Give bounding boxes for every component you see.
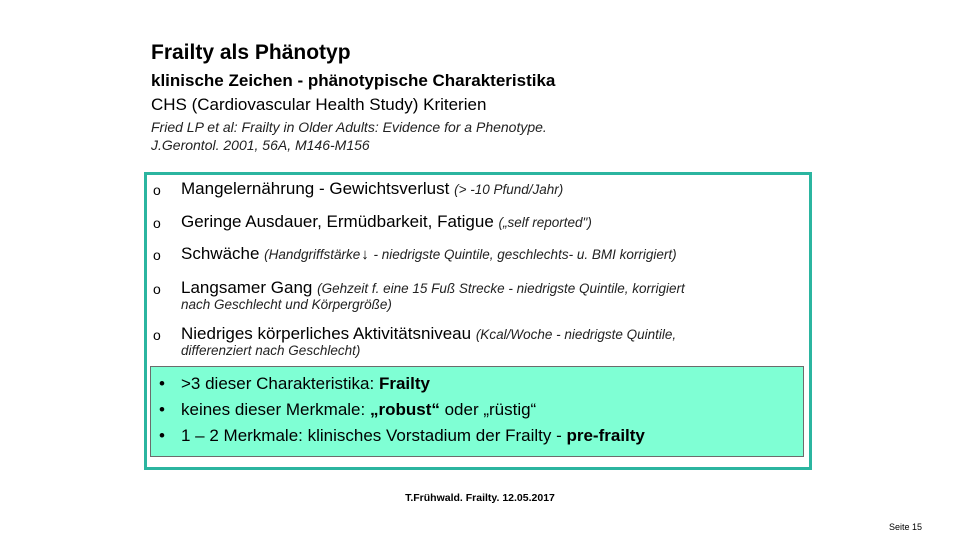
summary-item-frailty — [157, 371, 803, 397]
criterion-note-continued: nach Geschlecht und Körpergröße) — [181, 297, 392, 312]
criterion-low-activity — [151, 323, 801, 369]
criterion-note: (Gehzeit f. eine 15 Fuß Strecke - niedrigste Quintile, korrigiert — [317, 281, 685, 296]
summary-text: 1 – 2 Merkmale: klinisches Vorstadium der Frailty - — [181, 426, 567, 445]
summary-text: keines dieser Merkmale: — [181, 400, 370, 419]
criterion-bullet: o — [153, 247, 161, 263]
criterion-note-continued: differenziert nach Geschlecht) — [181, 343, 361, 358]
slide-subtitle-bold: klinische Zeichen - phänotypische Charakteristika — [151, 71, 556, 90]
criterion-bullet: o — [153, 182, 161, 198]
criterion-bullet: o — [153, 215, 161, 231]
criterion-note: (Kcal/Woche - niedrigste Quintile, — [475, 327, 677, 342]
summary-item-robust — [157, 397, 803, 423]
summary-bullet: • — [159, 374, 165, 393]
criterion-main: Schwäche — [181, 244, 265, 263]
criterion-malnutrition — [151, 178, 801, 211]
criteria-list — [151, 178, 801, 369]
criterion-main: Niedriges körperliches Aktivitätsniveau — [181, 324, 476, 343]
criterion-note: („self reported") — [498, 215, 592, 230]
summary-item-prefrailty — [157, 423, 803, 449]
summary-box — [150, 366, 804, 457]
criterion-slow-gait — [151, 277, 801, 323]
criterion-note: (> -10 Pfund/Jahr) — [454, 182, 564, 197]
criterion-bullet: o — [153, 281, 161, 297]
summary-text: >3 dieser Charakteristika: — [181, 374, 379, 393]
criterion-main: Mangelernährung - Gewichtsverlust — [181, 179, 455, 198]
summary-bold: „robust“ — [369, 400, 440, 419]
footer-credit: T.Frühwald. Frailty. 12.05.2017 — [405, 492, 555, 504]
criterion-bullet: o — [153, 327, 161, 343]
reference-line-1: Fried LP et al: Frailty in Older Adults: Evidence for a Phenotype. — [151, 119, 547, 135]
arrow-down-icon: ↓ — [361, 246, 369, 263]
summary-bullet: • — [159, 426, 165, 445]
summary-text-after: oder „rüstig“ — [439, 400, 537, 419]
criterion-weakness — [151, 243, 801, 277]
page-number: Seite 15 — [888, 522, 922, 532]
reference-line-2: J.Gerontol. 2001, 56A, M146-M156 — [151, 137, 370, 153]
summary-bullet: • — [159, 400, 165, 419]
criterion-note: (Handgriffstärke — [264, 247, 361, 262]
criterion-fatigue — [151, 211, 801, 243]
reference — [151, 118, 547, 154]
criterion-main: Geringe Ausdauer, Ermüdbarkeit, Fatigue — [181, 212, 499, 231]
summary-bold: Frailty — [378, 374, 430, 393]
slide-title: Frailty als Phänotyp — [151, 41, 351, 64]
slide-subtitle-regular: CHS (Cardiovascular Health Study) Kriterien — [151, 95, 487, 114]
criterion-note-after: - niedrigste Quintile, geschlechts- u. BMI korrigiert) — [369, 247, 677, 262]
summary-bold: pre-frailty — [566, 426, 645, 445]
criterion-main: Langsamer Gang — [181, 278, 318, 297]
